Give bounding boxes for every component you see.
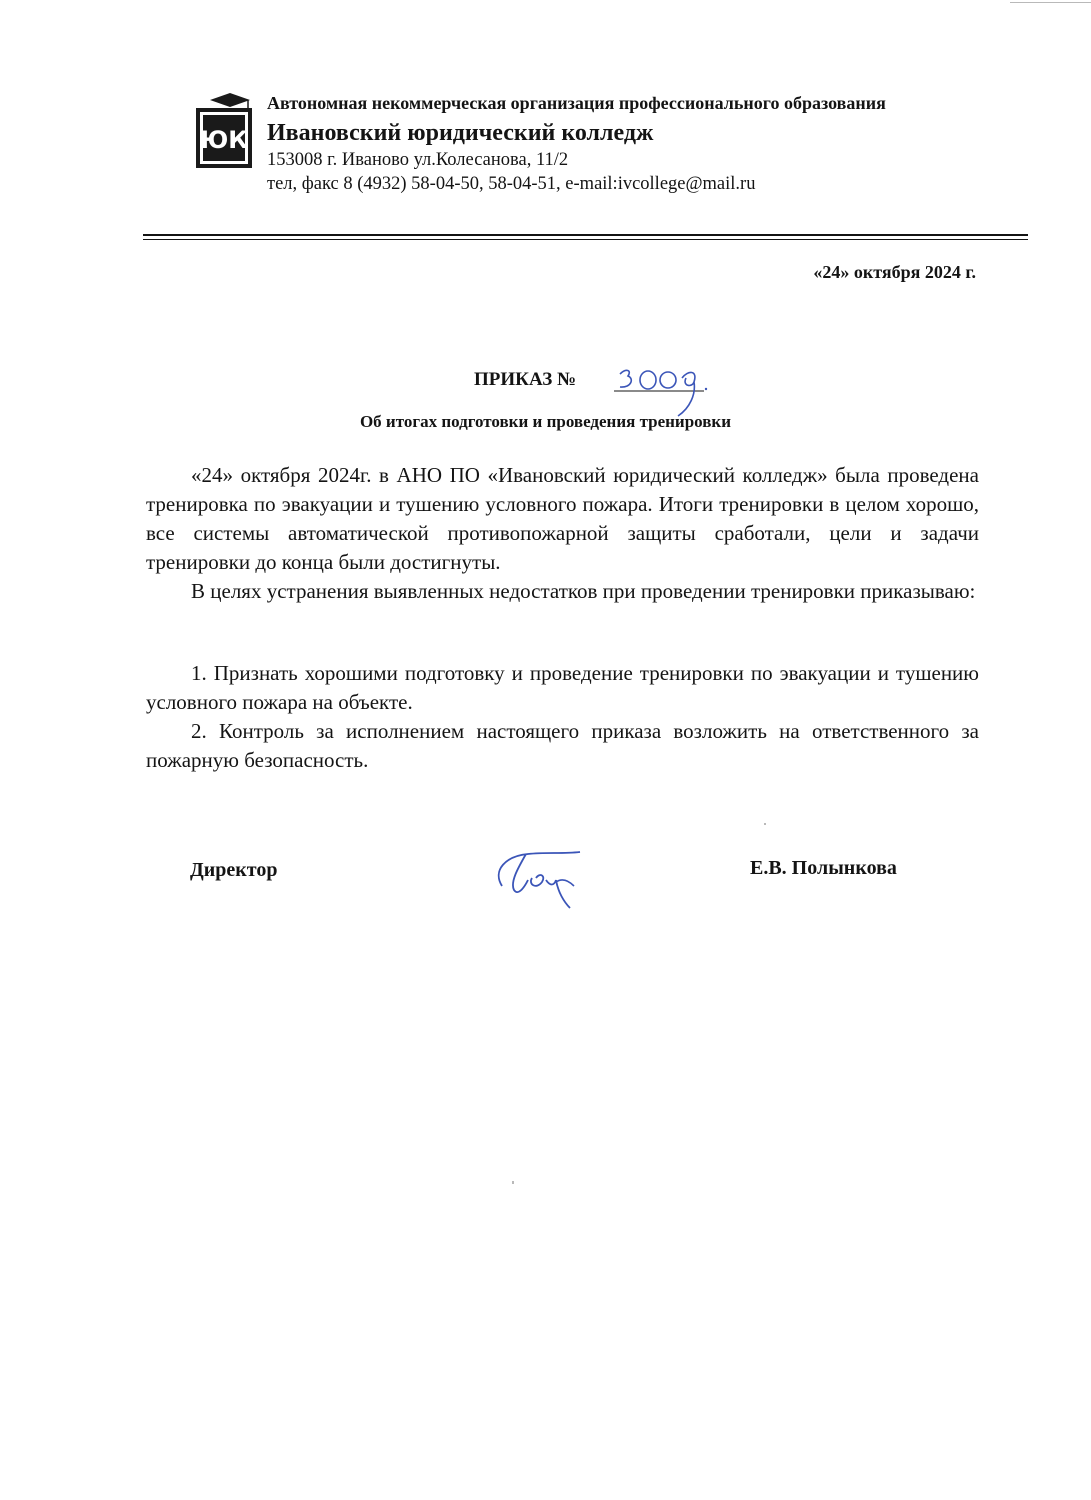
organization-type: Автономная некоммерческая организация профессионального образования	[267, 93, 886, 113]
document-date: «24» октября 2024 г.	[813, 262, 976, 282]
organization-address: 153008 г. Иваново ул.Колесанова, 11/2	[267, 150, 569, 170]
paragraph-order-intro: В целях устранения выявленных недостатков при проведении тренировки приказываю:	[191, 579, 976, 603]
paragraph-event-summary: «24» октября 2024г. в АНО ПО «Ивановский юридический колледж» была проведена тренировка по эвакуации и тушению условного пожара. Итоги тренировки в целом хорошо, все системы автоматической противопожарной защиты сработали, цели и задачи тренировки до конца были достигнуты.	[146, 463, 979, 574]
handwritten-signature	[488, 840, 598, 915]
order-subject: Об итогах подготовки и проведения тренировки	[359, 412, 732, 431]
scan-edge-mark	[1010, 2, 1091, 3]
order-item-2: 2. Контроль за исполнением настоящего приказа возложить на ответственного за пожарную безопасность.	[146, 719, 979, 772]
header-divider-thin	[143, 239, 1028, 240]
signer-name: Е.В. Полынкова	[750, 857, 897, 879]
header-divider	[143, 234, 1028, 236]
college-logo-icon	[190, 90, 258, 170]
organization-name: Ивановский юридический колледж	[267, 120, 654, 146]
order-title: ПРИКАЗ №	[474, 369, 577, 390]
order-body	[146, 461, 979, 606]
order-items	[146, 659, 979, 775]
order-item-1: 1. Признать хорошими подготовку и проведение тренировки по эвакуации и тушению условного пожара на объекте.	[146, 661, 979, 714]
logo-monogram: ЮК	[200, 126, 248, 154]
organization-contacts: тел, факс 8 (4932) 58-04-50, 58-04-51, e-mail:ivcollege@mail.ru	[267, 174, 756, 194]
handwritten-order-number	[612, 360, 712, 420]
scan-speck	[764, 823, 766, 825]
signer-position: Директор	[190, 859, 278, 881]
scan-speck	[512, 1181, 514, 1184]
